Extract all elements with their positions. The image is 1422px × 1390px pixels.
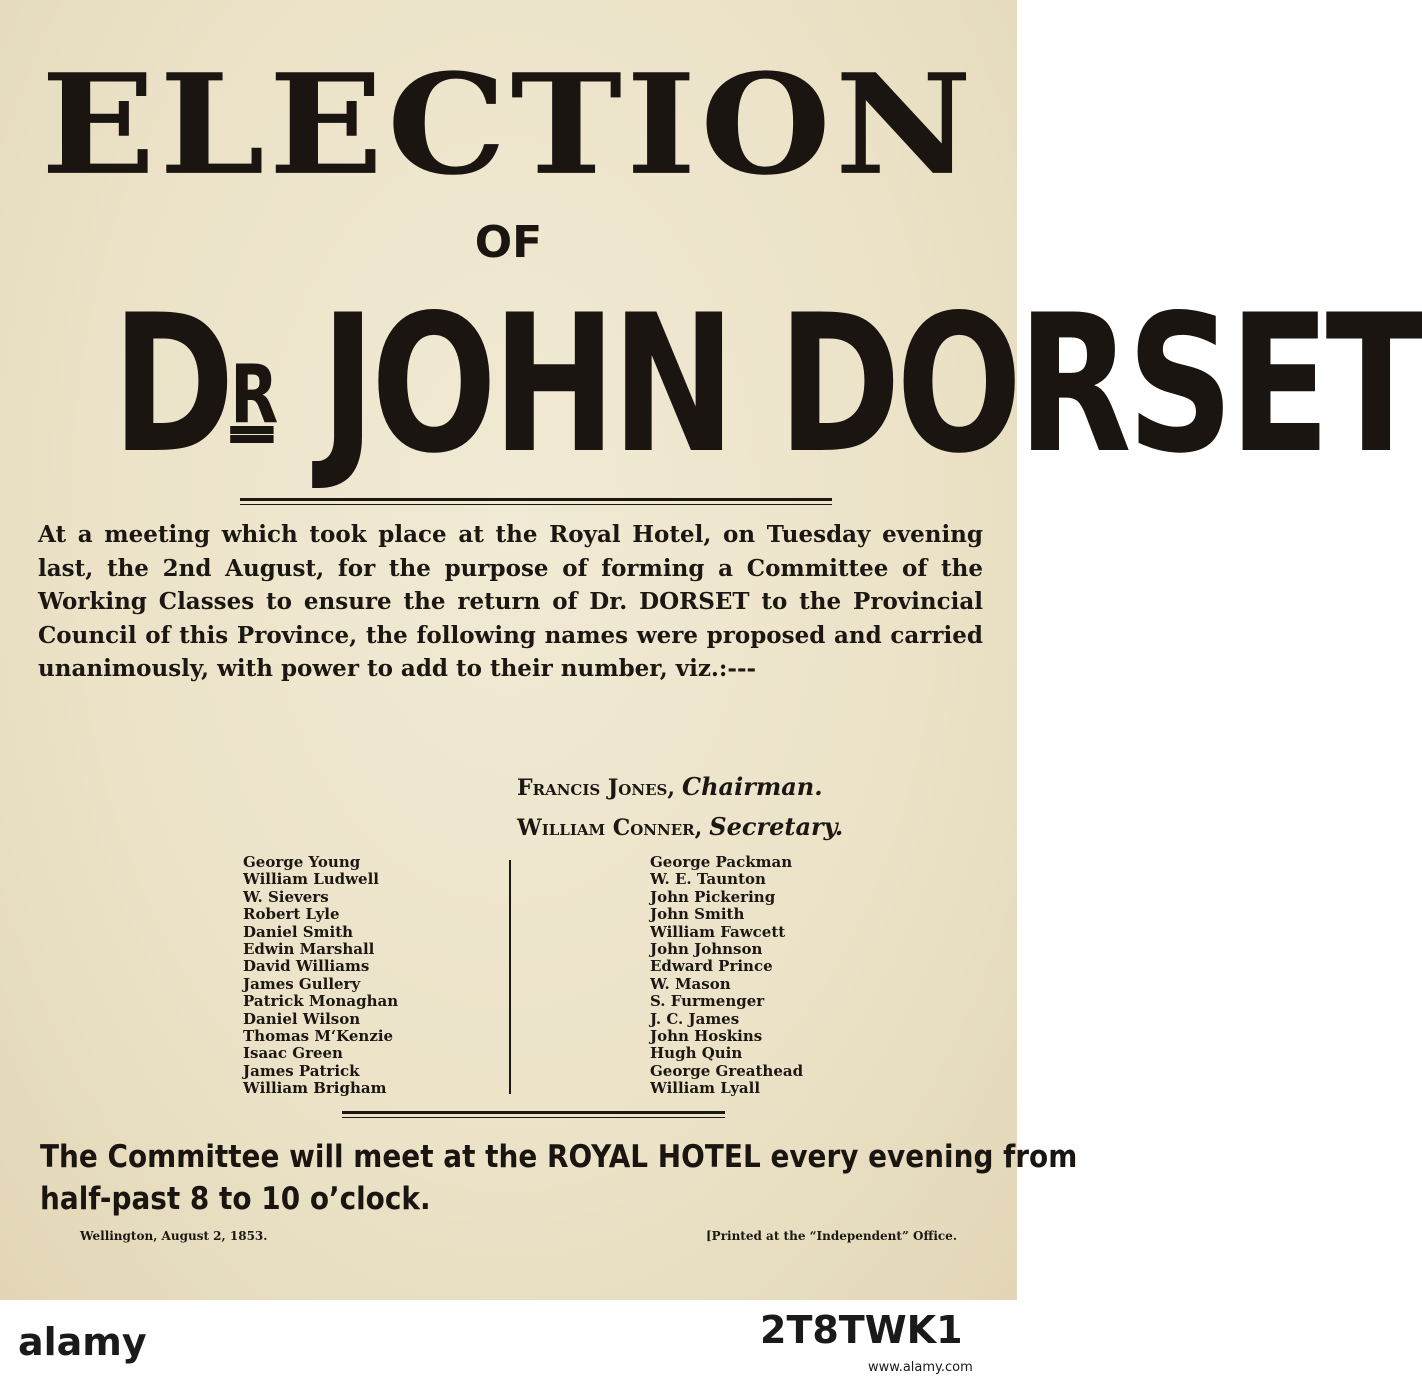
committee-member-name: Thomas M‘Kenzie bbox=[243, 1027, 394, 1046]
committee-member-name: Isaac Green bbox=[243, 1044, 343, 1063]
title-prefix-superscript: R bbox=[230, 348, 274, 441]
watermark-site: www.alamy.com bbox=[868, 1360, 973, 1375]
committee-member-name: S. Furmenger bbox=[650, 992, 765, 1011]
committee-member-name: W. E. Taunton bbox=[650, 870, 766, 889]
chairman-line bbox=[517, 772, 823, 801]
committee-member-name: John Smith bbox=[650, 905, 745, 924]
title-name-text: JOHN DORSET bbox=[273, 274, 1422, 495]
committee-member-name: Hugh Quin bbox=[650, 1044, 743, 1063]
committee-member-name: W. Sievers bbox=[243, 887, 329, 906]
stock-watermark-bar bbox=[0, 1300, 1017, 1390]
footer-place-date: Wellington, August 2, 1853. bbox=[80, 1229, 268, 1243]
committee-names-left bbox=[243, 854, 398, 1098]
committee-member-name: George Packman bbox=[650, 853, 793, 871]
committee-member-name: William Ludwell bbox=[243, 870, 379, 889]
poster-title-name bbox=[111, 274, 1422, 495]
committee-member-name: J. C. James bbox=[650, 1009, 740, 1028]
secretary-name: William Conner, bbox=[517, 815, 703, 841]
committee-member-name: James Gullery bbox=[243, 974, 361, 993]
committee-member-name: George Young bbox=[243, 853, 361, 871]
committee-member-name: Daniel Wilson bbox=[243, 1009, 361, 1028]
meeting-announcement bbox=[40, 1136, 1078, 1220]
committee-member-name: James Patrick bbox=[243, 1061, 360, 1080]
chairman-role: Chairman. bbox=[681, 772, 823, 801]
committee-member-name: Patrick Monaghan bbox=[243, 992, 399, 1011]
names-divider-thin bbox=[342, 1117, 725, 1118]
watermark-brand: alamy bbox=[18, 1320, 147, 1364]
committee-member-name: David Williams bbox=[243, 957, 370, 976]
committee-member-name: William Brigham bbox=[243, 1079, 387, 1098]
committee-member-name: Robert Lyle bbox=[243, 905, 340, 924]
title-prefix: D bbox=[111, 274, 231, 495]
column-divider bbox=[509, 860, 511, 1094]
meeting-line-1: The Committee will meet at the ROYAL HOTEL every evening from bbox=[40, 1139, 1078, 1175]
meeting-paragraph: At a meeting which took place at the Royal Hotel, on Tuesday evening last, the 2nd August, for the purpose of forming a Committee of the Working Classes to ensure the return of Dr. DORSET to the Provincial Council of this Province, the following names were proposed and carried unanimously, with power to add to their number, viz.:--- bbox=[38, 521, 983, 682]
title-divider-thin bbox=[240, 504, 832, 505]
meeting-line-2: half-past 8 to 10 o’clock. bbox=[40, 1181, 431, 1217]
poster-title-of: OF bbox=[474, 217, 543, 268]
committee-member-name: George Greathead bbox=[650, 1061, 804, 1080]
footer-printer: [Printed at the “Independent” Office. bbox=[706, 1229, 957, 1243]
committee-member-name: William Lyall bbox=[650, 1079, 761, 1098]
names-divider bbox=[342, 1111, 725, 1114]
watermark-image-id: 2T8TWK1 bbox=[760, 1308, 963, 1352]
committee-names-right bbox=[650, 854, 803, 1098]
committee-member-name: Edward Prince bbox=[650, 957, 773, 976]
committee-member-name: Edwin Marshall bbox=[243, 940, 375, 959]
committee-member-name: Daniel Smith bbox=[243, 922, 354, 941]
committee-member-name: John Hoskins bbox=[650, 1027, 763, 1046]
chairman-name: Francis Jones, bbox=[517, 775, 675, 801]
committee-member-name: John Johnson bbox=[650, 940, 763, 959]
committee-member-name: W. Mason bbox=[650, 974, 731, 993]
secretary-line bbox=[517, 812, 843, 841]
poster-title-election: ELECTION bbox=[40, 44, 977, 206]
secretary-role: Secretary. bbox=[709, 812, 844, 841]
committee-member-name: William Fawcett bbox=[650, 922, 786, 941]
committee-member-name: John Pickering bbox=[650, 887, 776, 906]
title-divider bbox=[240, 498, 832, 501]
